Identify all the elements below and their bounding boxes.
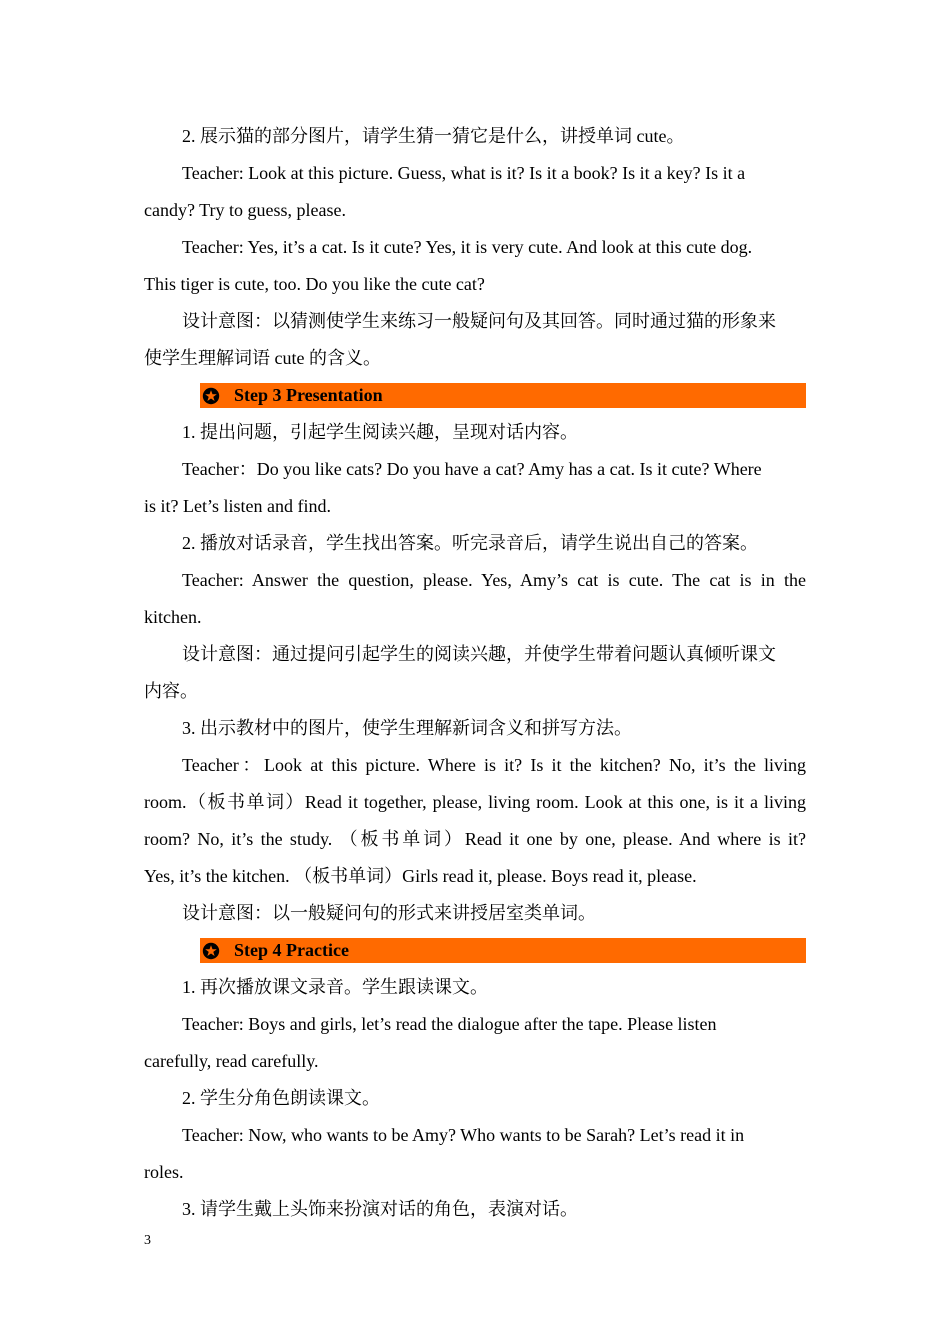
step2-design-intent-line-2: 使学生理解词语 cute 的含义。	[144, 348, 381, 368]
step3-teacher-3-line-2: room.（板书单词）Read it together, please, living room. Look at this one, is it a living	[144, 792, 806, 812]
step4-teacher-2-line-2: roles.	[144, 1162, 184, 1182]
step2-teacher-1-line-2: candy? Try to guess, please.	[144, 200, 346, 220]
step3-design-intent-1-line-2: 内容。	[144, 681, 198, 701]
step2-teacher-2-line-2: This tiger is cute, too. Do you like the cute cat?	[144, 274, 485, 294]
step3-heading-banner	[200, 383, 806, 408]
step4-item-3: 3. 请学生戴上头饰来扮演对话的角色，表演对话。	[182, 1199, 578, 1219]
step4-item-2: 2. 学生分角色朗读课文。	[182, 1088, 380, 1108]
step3-item-3: 3. 出示教材中的图片，使学生理解新词含义和拼写方法。	[182, 718, 632, 738]
step4-teacher-2-line-1: Teacher: Now, who wants to be Amy? Who wants to be Sarah? Let’s read it in	[182, 1125, 745, 1145]
document-body	[144, 118, 806, 1228]
step2-teacher-1-line-1: Teacher: Look at this picture. Guess, what is it? Is it a book? Is it a key? Is it a	[182, 163, 746, 183]
step4-teacher-1-line-1: Teacher: Boys and girls, let’s read the dialogue after the tape. Please listen	[182, 1014, 717, 1034]
star-circle-icon	[202, 387, 220, 405]
step4-heading-banner	[200, 938, 806, 963]
step4-teacher-1-line-2: carefully, read carefully.	[144, 1051, 319, 1071]
step3-heading-label: Step 3 Presentation	[234, 385, 383, 405]
step3-teacher-1-line-2: is it? Let’s listen and find.	[144, 496, 331, 516]
page-number: 3	[144, 1233, 151, 1248]
step2-item-2: 2. 展示猫的部分图片，请学生猜一猜它是什么，讲授单词 cute。	[182, 126, 685, 146]
step2-teacher-2-line-1: Teacher: Yes, it’s a cat. Is it cute? Yes, it is very cute. And look at this cute dog.	[182, 237, 753, 257]
step4-item-1: 1. 再次播放课文录音。学生跟读课文。	[182, 977, 488, 997]
step3-item-1: 1. 提出问题，引起学生阅读兴趣，呈现对话内容。	[182, 422, 578, 442]
step3-teacher-3-line-1: Teacher：Look at this picture. Where is it? Is it the kitchen? No, it’s the living	[182, 755, 806, 775]
step3-teacher-3-line-4: Yes, it’s the kitchen. （板书单词）Girls read it, please. Boys read it, please.	[144, 866, 697, 886]
step3-item-2: 2. 播放对话录音，学生找出答案。听完录音后，请学生说出自己的答案。	[182, 533, 758, 553]
step3-teacher-3-line-3: room? No, it’s the study. （板书单词）Read it one by one, please. And where is it?	[144, 829, 806, 849]
star-circle-icon	[202, 942, 220, 960]
step4-heading-label: Step 4 Practice	[234, 940, 349, 960]
step3-design-intent-2: 设计意图：以一般疑问句的形式来讲授居室类单词。	[182, 903, 596, 923]
step3-teacher-2-line-1: Teacher: Answer the question, please. Yes, Amy’s cat is cute. The cat is in the	[182, 570, 806, 590]
step3-teacher-2-line-2: kitchen.	[144, 607, 202, 627]
step2-design-intent-line-1: 设计意图：以猜测使学生来练习一般疑问句及其回答。同时通过猫的形象来	[182, 311, 776, 331]
step3-design-intent-1-line-1: 设计意图：通过提问引起学生的阅读兴趣，并使学生带着问题认真倾听课文	[182, 644, 776, 664]
step3-teacher-1-line-1: Teacher：Do you like cats? Do you have a cat? Amy has a cat. Is it cute? Where	[182, 459, 762, 479]
